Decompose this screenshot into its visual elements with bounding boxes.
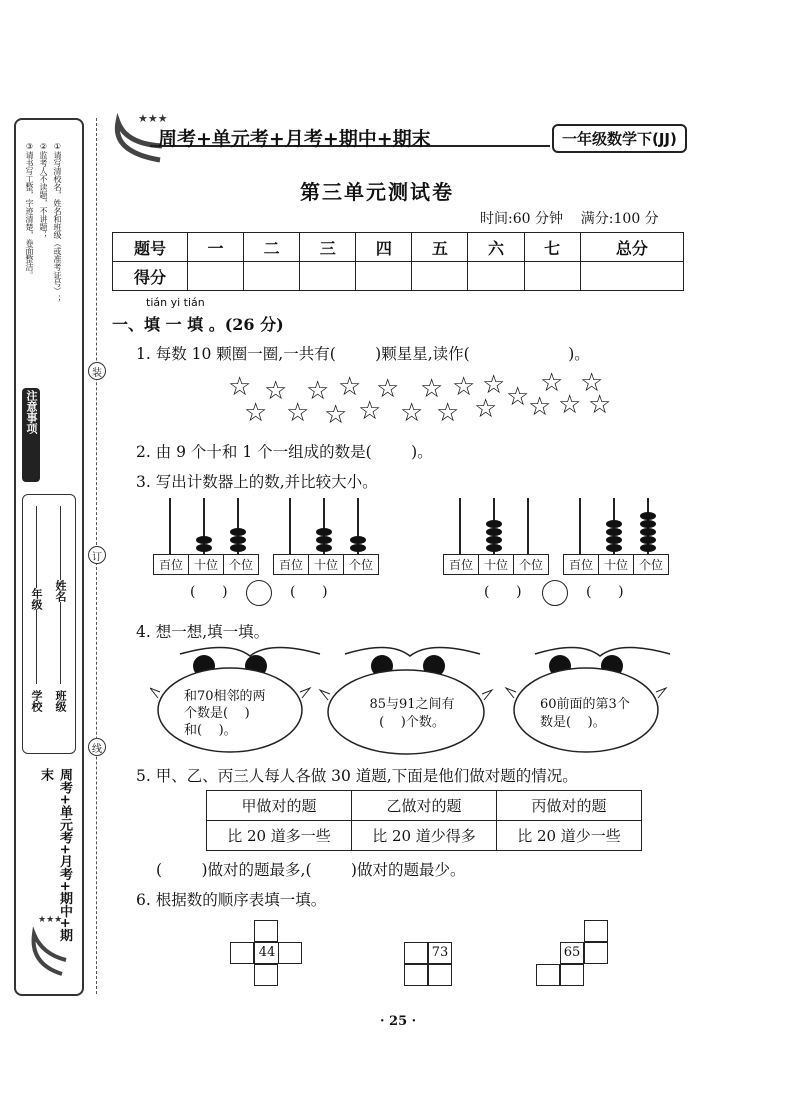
question-3: 3. 写出计数器上的数,并比较大小。 bbox=[136, 473, 378, 491]
star-icon: ☆ bbox=[436, 398, 460, 428]
field-grade: 年级 bbox=[30, 588, 43, 610]
grid-cell[interactable] bbox=[560, 964, 584, 986]
score-cell[interactable] bbox=[412, 262, 468, 291]
score-header-cell: 七 bbox=[524, 233, 580, 262]
question-5: 5. 甲、乙、丙三人每人各做 30 道题,下面是他们做对题的情况。 bbox=[136, 767, 578, 785]
star-icon: ☆ bbox=[306, 376, 330, 406]
grid-cell-given: 73 bbox=[428, 942, 452, 964]
place-label: 个位 bbox=[633, 554, 669, 575]
grid-cell[interactable] bbox=[278, 942, 302, 964]
question-4: 4. 想一想,填一填。 bbox=[136, 623, 270, 641]
place-label: 十位 bbox=[188, 554, 224, 575]
place-label: 个位 bbox=[343, 554, 379, 575]
table-cell: 比 20 道少得多 bbox=[352, 821, 497, 851]
seal-char-3: 线 bbox=[88, 738, 106, 756]
stars-area bbox=[220, 370, 620, 430]
score-header-cell: 六 bbox=[468, 233, 524, 262]
score-cell[interactable] bbox=[524, 262, 580, 291]
abacus-rods bbox=[442, 496, 546, 554]
grid-cell[interactable] bbox=[584, 920, 608, 942]
table-cell: 比 20 道少一些 bbox=[497, 821, 642, 851]
score-cell[interactable] bbox=[300, 262, 356, 291]
star-icon: ☆ bbox=[588, 390, 612, 420]
grid-cell[interactable] bbox=[404, 942, 428, 964]
abacus-labels bbox=[444, 554, 549, 575]
time-info: 时间:60 分钟 满分:100 分 bbox=[480, 211, 659, 227]
score-cell[interactable] bbox=[580, 262, 683, 291]
sidebar-logo bbox=[22, 904, 72, 984]
star-icon: ☆ bbox=[286, 398, 310, 428]
bubble-2-text bbox=[362, 696, 462, 732]
page-number: · 25 · bbox=[380, 1014, 417, 1029]
bubble-line[interactable]: ( )个数。 bbox=[379, 715, 445, 730]
place-label: 百位 bbox=[273, 554, 309, 575]
star-icon: ☆ bbox=[244, 398, 268, 428]
score-cell[interactable] bbox=[468, 262, 524, 291]
grid-cell[interactable] bbox=[536, 964, 560, 986]
bubble-1-text bbox=[184, 688, 266, 739]
abacus-labels bbox=[564, 554, 669, 575]
score-row-label: 得分 bbox=[113, 262, 188, 291]
grid-cell[interactable] bbox=[428, 964, 452, 986]
grid-cell[interactable] bbox=[254, 920, 278, 942]
question-1: 1. 每数 10 颗圈一圈,一共有( )颗星星,读作( )。 bbox=[136, 345, 590, 363]
notice-line: ②监考人不读题，不讲题； bbox=[39, 142, 48, 239]
compare-circle[interactable] bbox=[246, 580, 272, 606]
score-cell[interactable] bbox=[356, 262, 412, 291]
star-icon: ☆ bbox=[420, 374, 444, 404]
place-label: 百位 bbox=[563, 554, 599, 575]
notice-line: ①请写清校名，姓名和班级（或准考证号）； bbox=[53, 142, 62, 303]
place-label: 个位 bbox=[223, 554, 259, 575]
student-info-box bbox=[22, 494, 76, 754]
bubble-line[interactable]: 数是( )。 bbox=[540, 715, 606, 730]
star-icon: ☆ bbox=[528, 392, 552, 422]
score-header-cell: 题号 bbox=[113, 233, 188, 262]
star-icon: ☆ bbox=[540, 368, 564, 398]
grade-label: 一年级数学下(JJ) bbox=[552, 124, 687, 153]
section-pinyin: tián yi tián bbox=[146, 296, 205, 309]
star-icon: ☆ bbox=[358, 396, 382, 426]
section-heading: 一、填 一 填 。(26 分) bbox=[112, 315, 284, 334]
place-label: 十位 bbox=[478, 554, 514, 575]
star-icon: ☆ bbox=[482, 370, 506, 400]
star-icon: ☆ bbox=[474, 394, 498, 424]
star-icon: ☆ bbox=[324, 400, 348, 430]
table-header: 丙做对的题 bbox=[497, 791, 642, 821]
abacus-labels bbox=[154, 554, 259, 575]
bubble-line[interactable]: 个数是( ) bbox=[184, 706, 250, 721]
question-6: 6. 根据数的顺序表填一填。 bbox=[136, 891, 327, 909]
table-cell: 比 20 道多一些 bbox=[207, 821, 352, 851]
bubble-line: 60前面的第3个 bbox=[540, 697, 630, 712]
bubble-3-text bbox=[540, 696, 630, 732]
score-header-cell: 一 bbox=[188, 233, 244, 262]
table-header: 甲做对的题 bbox=[207, 791, 352, 821]
grid-cell[interactable] bbox=[404, 964, 428, 986]
question-2: 2. 由 9 个十和 1 个一组成的数是( )。 bbox=[136, 443, 433, 461]
star-icon: ☆ bbox=[580, 368, 604, 398]
star-icon: ☆ bbox=[400, 398, 424, 428]
abacus-rods bbox=[562, 496, 666, 554]
answer-blank[interactable]: ( ) bbox=[190, 584, 228, 600]
score-header-row bbox=[113, 233, 684, 262]
place-label: 百位 bbox=[443, 554, 479, 575]
field-school: 学校 bbox=[30, 690, 43, 712]
notice-title: 注意事项 bbox=[22, 388, 40, 482]
grid-cell[interactable] bbox=[584, 942, 608, 964]
score-cell[interactable] bbox=[244, 262, 300, 291]
seal-char-2: 订 bbox=[88, 546, 106, 564]
star-icon: ☆ bbox=[506, 382, 530, 412]
grid-cell[interactable] bbox=[254, 964, 278, 986]
star-icon: ☆ bbox=[376, 374, 400, 404]
place-label: 个位 bbox=[513, 554, 549, 575]
answer-blank[interactable]: ( ) bbox=[484, 584, 522, 600]
sidebar-brand: 周考+单元考+月考+期中+期末 bbox=[38, 768, 72, 942]
compare-circle[interactable] bbox=[542, 580, 568, 606]
place-label: 十位 bbox=[308, 554, 344, 575]
abacus-labels bbox=[274, 554, 379, 575]
star-icon: ☆ bbox=[558, 390, 582, 420]
answer-blank[interactable]: ( ) bbox=[586, 584, 624, 600]
grid-cell-given: 44 bbox=[254, 942, 280, 964]
star-icon: ☆ bbox=[264, 376, 288, 406]
score-header-cell: 总分 bbox=[580, 233, 683, 262]
score-cell[interactable] bbox=[188, 262, 244, 291]
star-icon: ☆ bbox=[452, 372, 476, 402]
svg-text:★★★: ★★★ bbox=[38, 915, 63, 925]
abacus-rods bbox=[152, 496, 256, 554]
place-label: 十位 bbox=[598, 554, 634, 575]
answer-blank[interactable]: ( ) bbox=[290, 584, 328, 600]
notice-lines bbox=[22, 142, 64, 412]
star-icon: ☆ bbox=[338, 372, 362, 402]
grid-cell-given: 65 bbox=[560, 942, 584, 964]
score-table bbox=[112, 232, 684, 291]
score-header-cell: 五 bbox=[412, 233, 468, 262]
bubble-line: 85与91之间有 bbox=[369, 697, 455, 712]
score-header-cell: 四 bbox=[356, 233, 412, 262]
question-5-table bbox=[206, 790, 642, 851]
svg-text:★★★: ★★★ bbox=[138, 112, 168, 125]
field-class: 班级 bbox=[54, 690, 67, 712]
table-header: 乙做对的题 bbox=[352, 791, 497, 821]
field-name: 姓名 bbox=[54, 580, 67, 602]
header-brand: 周考+单元考+月考+期中+期末 bbox=[158, 128, 431, 150]
score-header-cell: 三 bbox=[300, 233, 356, 262]
star-icon: ☆ bbox=[228, 372, 252, 402]
bubble-line[interactable]: 和( )。 bbox=[184, 723, 237, 738]
abacus-rods bbox=[272, 496, 376, 554]
bubble-line: 和70相邻的两 bbox=[184, 689, 266, 704]
question-5-answer[interactable]: ( )做对的题最多,( )做对的题最少。 bbox=[156, 861, 466, 879]
seal-char-1: 装 bbox=[88, 362, 106, 380]
score-row bbox=[113, 262, 684, 291]
grid-cell[interactable] bbox=[230, 942, 254, 964]
place-label: 百位 bbox=[153, 554, 189, 575]
page-title: 第三单元测试卷 bbox=[300, 180, 454, 204]
notice-line: ③请书写工整，字迹清楚，卷面整洁。 bbox=[25, 142, 34, 279]
score-header-cell: 二 bbox=[244, 233, 300, 262]
